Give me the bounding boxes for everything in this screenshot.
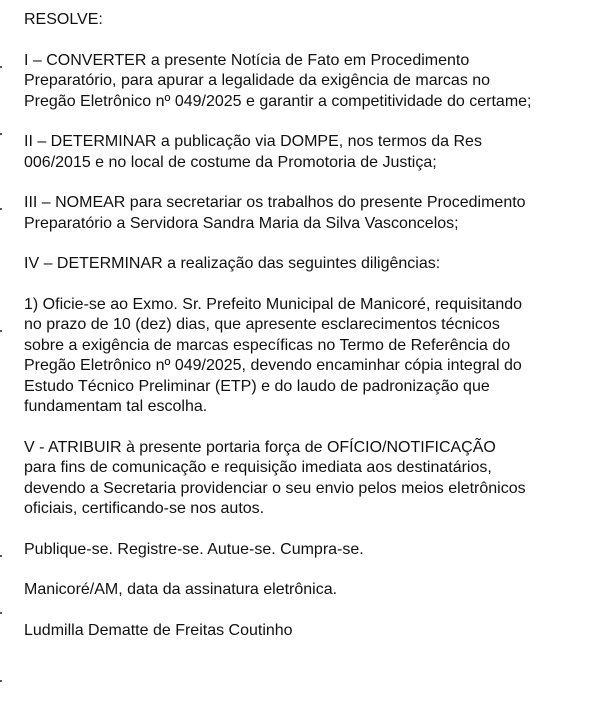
- paragraph-line: I – CONVERTER a presente Notícia de Fato em Procedimento: [24, 51, 470, 69]
- resolve-heading: RESOLVE:: [24, 11, 103, 28]
- paragraph-nomear: [24, 193, 613, 234]
- paragraph-line: V - ATRIBUIR à presente portaria força de OFÍCIO/NOTIFICAÇÃO: [24, 438, 496, 456]
- signature-name: [24, 621, 613, 642]
- paragraph-line: Estudo Técnico Preliminar (ETP) e do laudo de padronização que: [24, 377, 490, 395]
- paragraph-line: Manicoré/AM, data da assinatura eletrônica.: [24, 581, 338, 598]
- paragraph-line: 1) Oficie-se ao Exmo. Sr. Prefeito Municipal de Manicoré, requisitando: [24, 295, 523, 313]
- document-page: [24, 10, 613, 641]
- paragraph-line: II – DETERMINAR a publicação via DOMPE, nos termos da Res: [24, 133, 482, 150]
- paragraph-determinar-publicacao: [24, 132, 613, 173]
- paragraph-line: 006/2015 e no local de costume da Promotoria de Justiça;: [24, 153, 437, 171]
- paragraph-line: no prazo de 10 (dez) dias, que apresente esclarecimentos técnicos: [24, 316, 500, 333]
- paragraph-converter: [24, 51, 613, 113]
- paragraph-oficie-se: [24, 295, 613, 418]
- paragraph-diligencias: [24, 254, 613, 275]
- paragraph-line: Preparatório a Servidora Sandra Maria da Silva Vasconcelos;: [24, 214, 459, 232]
- paragraph-line: Publique-se. Registre-se. Autue-se. Cumpra-se.: [24, 540, 364, 558]
- paragraph-local-data: [24, 580, 613, 601]
- paragraph-line: III – NOMEAR para secretariar os trabalhos do presente Procedimento: [24, 194, 526, 211]
- paragraph-atribuir: [24, 438, 613, 520]
- paragraph-line: fundamentam tal escolha.: [24, 398, 208, 415]
- paragraph-line: Preparatório, para apurar a legalidade da exigência de marcas no: [24, 72, 491, 89]
- paragraph-line: sobre a exigência de marcas específicas no Termo de Referência do: [24, 336, 511, 354]
- left-margin-marks: [0, 0, 2, 728]
- paragraph-line: devendo a Secretaria providenciar o seu envio pelos meios eletrônicos: [24, 479, 526, 497]
- paragraph-line: Pregão Eletrônico nº 049/2025 e garantir a competitividade do certame;: [24, 92, 532, 110]
- paragraph-line: para fins de comunicação e requisição imediata aos destinatários,: [24, 459, 492, 476]
- paragraph-line: oficiais, certificando-se nos autos.: [24, 500, 265, 517]
- paragraph-line: Pregão Eletrônico nº 049/2025, devendo encaminhar cópia integral do: [24, 357, 522, 374]
- paragraph-line: Ludmilla Dematte de Freitas Coutinho: [24, 621, 293, 639]
- paragraph-publique-se: [24, 540, 613, 561]
- paragraph-line: IV – DETERMINAR a realização das seguintes diligências:: [24, 255, 441, 272]
